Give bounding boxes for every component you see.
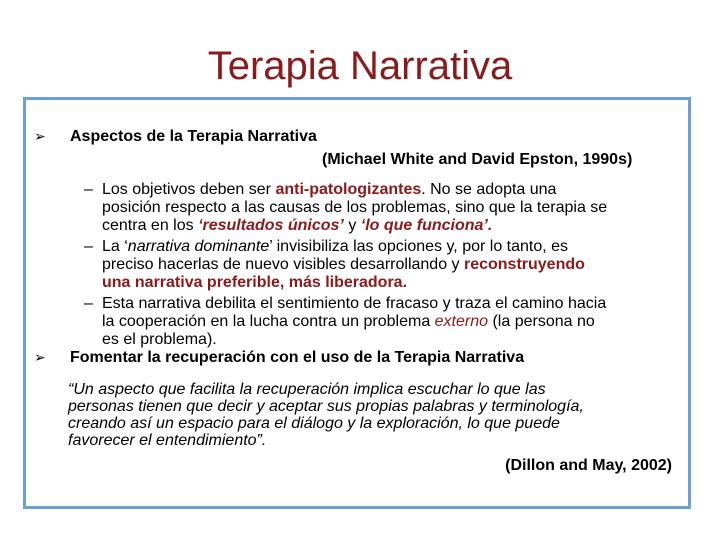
sub2-line1 (102, 237, 568, 256)
sub3-line3: es el problema). (102, 331, 217, 348)
arrow-check-icon: ➢ (34, 349, 46, 365)
bullet-heading-aspectos: Aspectos de la Terapia Narrativa (70, 128, 317, 145)
quote-line3: creando así un espacio para el diálogo y la exploración, lo que puede (68, 415, 560, 432)
quote-citation: (Dillon and May, 2002) (505, 457, 672, 474)
sub3-text-c: (la persona no (488, 313, 595, 330)
highlight-anti-patologizantes: anti-patologizantes (275, 181, 422, 198)
sub2-text-a: La ‘ (102, 238, 128, 255)
highlight-externo: externo (434, 313, 489, 330)
sub3-line1: Esta narrativa debilita el sentimiento de fracaso y traza el camino hacia (102, 295, 607, 312)
sub1-line1 (102, 180, 556, 199)
bullet-heading-fomentar: Fomentar la recuperación con el uso de la Terapia Narrativa (70, 349, 525, 366)
sub3-text-a: la cooperación en la lucha contra un problema (102, 313, 435, 330)
sub2-line2 (102, 255, 585, 274)
highlight-reconstruyendo: reconstruyendo (463, 256, 585, 273)
quote-line1: “Un aspecto que facilita la recuperación implica escuchar lo que las (68, 381, 546, 398)
highlight-resultados-unicos: ‘resultados únicos’ (198, 217, 344, 234)
attribution-white-epston: (Michael White and David Epston, 1990s) (322, 151, 633, 168)
dash-marker: – (84, 295, 93, 312)
quote-line2: personas tienen que decir y aceptar sus propias palabras y terminología, (68, 398, 584, 415)
sub1-line3 (102, 216, 492, 235)
sub1-line2: posición respecto a las causas de los problemas, sino que la terapia se (102, 199, 608, 216)
page-title: Terapia Narrativa (207, 44, 513, 88)
quote-line4: favorecer el entendimiento”. (68, 432, 267, 449)
narrativa-dominante: narrativa dominante (127, 238, 270, 255)
sub1-text-a: Los objetivos deben ser (102, 181, 276, 198)
sub1-text-e: centra en los (102, 217, 199, 234)
dash-marker: – (84, 238, 93, 255)
sub2-text-c: ’ invisibiliza las opciones y, por lo tanto, es (269, 238, 569, 255)
highlight-lo-que-funciona: ‘lo que funciona’. (360, 217, 493, 234)
sub2-text-d: preciso hacerlas de nuevo visibles desarrollando y (102, 256, 464, 273)
arrow-check-icon: ➢ (34, 128, 46, 144)
sub3-line2 (102, 312, 595, 331)
dash-marker: – (84, 181, 93, 198)
sub2-line3: una narrativa preferible, más liberadora. (102, 274, 408, 291)
sub1-text-c: . No se adopta una (421, 181, 557, 198)
sub1-text-f: y (343, 217, 361, 234)
